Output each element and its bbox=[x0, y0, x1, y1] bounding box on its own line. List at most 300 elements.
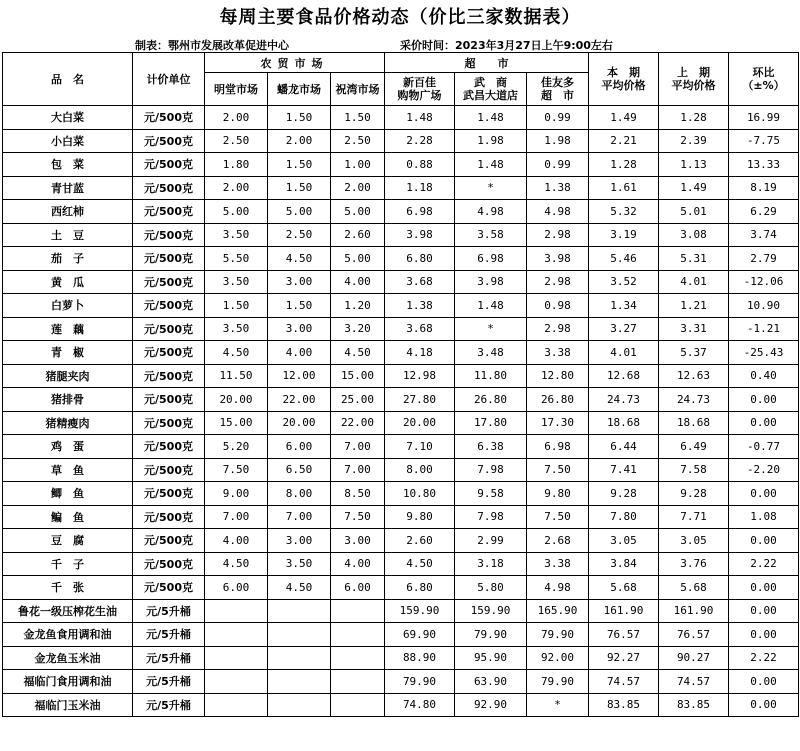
mingtang-price: 3.50 bbox=[205, 317, 268, 341]
mingtang-price: 9.00 bbox=[205, 482, 268, 506]
mingtang-price: 1.80 bbox=[205, 153, 268, 177]
jiayouduo-price: 2.98 bbox=[527, 223, 589, 247]
table-row bbox=[3, 153, 799, 177]
xinbaijia-price: 2.60 bbox=[385, 529, 455, 553]
panlong-price: 4.50 bbox=[268, 576, 331, 600]
item-name: 茄 子 bbox=[3, 247, 133, 271]
item-name: 猪精瘦肉 bbox=[3, 411, 133, 435]
current-avg: 24.73 bbox=[589, 388, 659, 412]
item-unit: 元/5升桶 bbox=[133, 599, 205, 623]
wushang-price: * bbox=[455, 317, 527, 341]
previous-avg: 3.76 bbox=[659, 552, 729, 576]
item-unit: 元/500克 bbox=[133, 435, 205, 459]
wushang-price: * bbox=[455, 176, 527, 200]
item-name: 鲫 鱼 bbox=[3, 482, 133, 506]
table-row bbox=[3, 623, 799, 647]
panlong-price: 3.00 bbox=[268, 270, 331, 294]
zhuwan-price: 7.50 bbox=[331, 505, 385, 529]
wushang-price: 3.98 bbox=[455, 270, 527, 294]
change-percent: -0.77 bbox=[729, 435, 799, 459]
panlong-price: 4.50 bbox=[268, 247, 331, 271]
change-percent: 0.00 bbox=[729, 576, 799, 600]
current-avg: 83.85 bbox=[589, 693, 659, 717]
xinbaijia-price: 6.80 bbox=[385, 576, 455, 600]
previous-avg: 2.39 bbox=[659, 129, 729, 153]
change-percent: 0.00 bbox=[729, 388, 799, 412]
table-row bbox=[3, 247, 799, 271]
change-percent: 2.22 bbox=[729, 646, 799, 670]
xinbaijia-price: 6.80 bbox=[385, 247, 455, 271]
previous-avg: 90.27 bbox=[659, 646, 729, 670]
mingtang-price: 5.20 bbox=[205, 435, 268, 459]
change-percent: 3.74 bbox=[729, 223, 799, 247]
previous-avg: 6.49 bbox=[659, 435, 729, 459]
jiayouduo-price: 26.80 bbox=[527, 388, 589, 412]
item-name: 金龙鱼食用调和油 bbox=[3, 623, 133, 647]
previous-avg: 1.28 bbox=[659, 106, 729, 130]
jiayouduo-price: 79.90 bbox=[527, 623, 589, 647]
jiayouduo-price: 4.98 bbox=[527, 576, 589, 600]
change-percent: 0.00 bbox=[729, 411, 799, 435]
table-row bbox=[3, 270, 799, 294]
previous-avg: 83.85 bbox=[659, 693, 729, 717]
item-unit: 元/5升桶 bbox=[133, 693, 205, 717]
xinbaijia-price: 1.18 bbox=[385, 176, 455, 200]
mingtang-price: 5.50 bbox=[205, 247, 268, 271]
current-avg: 3.52 bbox=[589, 270, 659, 294]
zhuwan-price: 8.50 bbox=[331, 482, 385, 506]
header-change-line1: 环比 bbox=[752, 66, 775, 79]
item-unit: 元/500克 bbox=[133, 388, 205, 412]
header-wushang-line1: 武 商 bbox=[474, 76, 507, 89]
jiayouduo-price: 7.50 bbox=[527, 505, 589, 529]
item-name: 千 子 bbox=[3, 552, 133, 576]
xinbaijia-price: 3.98 bbox=[385, 223, 455, 247]
xinbaijia-price: 3.68 bbox=[385, 317, 455, 341]
wushang-price: 1.48 bbox=[455, 294, 527, 318]
header-previous-avg-line2: 平均价格 bbox=[671, 79, 716, 92]
change-percent: 13.33 bbox=[729, 153, 799, 177]
item-unit: 元/5升桶 bbox=[133, 670, 205, 694]
header-zhuwan-market: 祝湾市场 bbox=[331, 73, 385, 106]
panlong-price: 4.00 bbox=[268, 341, 331, 365]
xinbaijia-price: 69.90 bbox=[385, 623, 455, 647]
change-percent: 0.00 bbox=[729, 482, 799, 506]
header-change bbox=[729, 53, 799, 106]
jiayouduo-price: 165.90 bbox=[527, 599, 589, 623]
mingtang-price bbox=[205, 599, 268, 623]
item-name: 千 张 bbox=[3, 576, 133, 600]
jiayouduo-price: 17.30 bbox=[527, 411, 589, 435]
jiayouduo-price: 0.99 bbox=[527, 106, 589, 130]
wushang-price: 4.98 bbox=[455, 200, 527, 224]
zhuwan-price: 22.00 bbox=[331, 411, 385, 435]
panlong-price: 1.50 bbox=[268, 153, 331, 177]
item-unit: 元/500克 bbox=[133, 458, 205, 482]
panlong-price: 1.50 bbox=[268, 106, 331, 130]
xinbaijia-price: 4.50 bbox=[385, 552, 455, 576]
mingtang-price: 7.50 bbox=[205, 458, 268, 482]
change-percent: 0.00 bbox=[729, 529, 799, 553]
current-avg: 4.01 bbox=[589, 341, 659, 365]
zhuwan-price: 1.50 bbox=[331, 106, 385, 130]
item-unit: 元/500克 bbox=[133, 576, 205, 600]
xinbaijia-price: 7.10 bbox=[385, 435, 455, 459]
item-name: 莲 藕 bbox=[3, 317, 133, 341]
panlong-price: 3.00 bbox=[268, 317, 331, 341]
jiayouduo-price: 7.50 bbox=[527, 458, 589, 482]
change-percent: 0.00 bbox=[729, 670, 799, 694]
item-unit: 元/500克 bbox=[133, 200, 205, 224]
change-percent: -12.06 bbox=[729, 270, 799, 294]
table-row bbox=[3, 294, 799, 318]
mingtang-price: 5.00 bbox=[205, 200, 268, 224]
current-avg: 12.68 bbox=[589, 364, 659, 388]
change-percent: 0.00 bbox=[729, 599, 799, 623]
current-avg: 1.34 bbox=[589, 294, 659, 318]
item-name: 草 鱼 bbox=[3, 458, 133, 482]
item-unit: 元/500克 bbox=[133, 176, 205, 200]
xinbaijia-price: 4.18 bbox=[385, 341, 455, 365]
table-row bbox=[3, 646, 799, 670]
panlong-price: 12.00 bbox=[268, 364, 331, 388]
item-name: 土 豆 bbox=[3, 223, 133, 247]
zhuwan-price bbox=[331, 599, 385, 623]
item-name: 青 椒 bbox=[3, 341, 133, 365]
mingtang-price: 2.00 bbox=[205, 176, 268, 200]
current-avg: 3.19 bbox=[589, 223, 659, 247]
previous-avg: 74.57 bbox=[659, 670, 729, 694]
previous-avg: 5.37 bbox=[659, 341, 729, 365]
header-farm-markets: 农贸市场 bbox=[205, 53, 385, 73]
wushang-price: 7.98 bbox=[455, 505, 527, 529]
change-percent: -1.21 bbox=[729, 317, 799, 341]
item-unit: 元/500克 bbox=[133, 247, 205, 271]
zhuwan-price bbox=[331, 670, 385, 694]
panlong-price: 22.00 bbox=[268, 388, 331, 412]
table-row bbox=[3, 482, 799, 506]
item-unit: 元/500克 bbox=[133, 294, 205, 318]
mingtang-price: 20.00 bbox=[205, 388, 268, 412]
previous-avg: 24.73 bbox=[659, 388, 729, 412]
zhuwan-price: 3.20 bbox=[331, 317, 385, 341]
header-wushang bbox=[455, 73, 527, 106]
mingtang-price bbox=[205, 646, 268, 670]
current-avg: 1.49 bbox=[589, 106, 659, 130]
zhuwan-price: 1.20 bbox=[331, 294, 385, 318]
mingtang-price: 7.00 bbox=[205, 505, 268, 529]
jiayouduo-price: 2.68 bbox=[527, 529, 589, 553]
current-avg: 1.61 bbox=[589, 176, 659, 200]
wushang-price: 11.80 bbox=[455, 364, 527, 388]
jiayouduo-price: 1.38 bbox=[527, 176, 589, 200]
previous-avg: 76.57 bbox=[659, 623, 729, 647]
item-name: 福临门食用调和油 bbox=[3, 670, 133, 694]
table-row bbox=[3, 411, 799, 435]
header-jiayouduo-line1: 佳友多 bbox=[541, 76, 574, 89]
wushang-price: 17.80 bbox=[455, 411, 527, 435]
xinbaijia-price: 0.88 bbox=[385, 153, 455, 177]
jiayouduo-price: 3.38 bbox=[527, 552, 589, 576]
zhuwan-price: 2.00 bbox=[331, 176, 385, 200]
panlong-price bbox=[268, 670, 331, 694]
previous-avg: 5.01 bbox=[659, 200, 729, 224]
previous-avg: 18.68 bbox=[659, 411, 729, 435]
header-jiayouduo bbox=[527, 73, 589, 106]
table-row bbox=[3, 458, 799, 482]
table-row bbox=[3, 129, 799, 153]
zhuwan-price: 5.00 bbox=[331, 247, 385, 271]
zhuwan-price bbox=[331, 693, 385, 717]
wushang-price: 2.99 bbox=[455, 529, 527, 553]
previous-avg: 7.71 bbox=[659, 505, 729, 529]
current-avg: 7.80 bbox=[589, 505, 659, 529]
item-unit: 元/500克 bbox=[133, 341, 205, 365]
header-panlong-market: 蟠龙市场 bbox=[268, 73, 331, 106]
zhuwan-price: 4.00 bbox=[331, 552, 385, 576]
mingtang-price: 4.50 bbox=[205, 341, 268, 365]
zhuwan-price: 7.00 bbox=[331, 458, 385, 482]
xinbaijia-price: 79.90 bbox=[385, 670, 455, 694]
mingtang-price: 3.50 bbox=[205, 270, 268, 294]
jiayouduo-price: 2.98 bbox=[527, 317, 589, 341]
wushang-price: 6.98 bbox=[455, 247, 527, 271]
mingtang-price: 2.50 bbox=[205, 129, 268, 153]
header-xinbaijia bbox=[385, 73, 455, 106]
wushang-price: 26.80 bbox=[455, 388, 527, 412]
current-avg: 92.27 bbox=[589, 646, 659, 670]
item-name: 鳊 鱼 bbox=[3, 505, 133, 529]
zhuwan-price: 4.50 bbox=[331, 341, 385, 365]
table-row bbox=[3, 435, 799, 459]
mingtang-price: 11.50 bbox=[205, 364, 268, 388]
zhuwan-price: 6.00 bbox=[331, 576, 385, 600]
current-avg: 5.46 bbox=[589, 247, 659, 271]
item-name: 福临门玉米油 bbox=[3, 693, 133, 717]
xinbaijia-price: 10.80 bbox=[385, 482, 455, 506]
jiayouduo-price: 9.80 bbox=[527, 482, 589, 506]
previous-avg: 5.31 bbox=[659, 247, 729, 271]
xinbaijia-price: 27.80 bbox=[385, 388, 455, 412]
current-avg: 74.57 bbox=[589, 670, 659, 694]
wushang-price: 3.58 bbox=[455, 223, 527, 247]
jiayouduo-price: 1.98 bbox=[527, 129, 589, 153]
header-xinbaijia-line1: 新百佳 bbox=[403, 76, 436, 89]
item-unit: 元/500克 bbox=[133, 317, 205, 341]
header-current-avg-line2: 平均价格 bbox=[601, 79, 646, 92]
wushang-price: 3.48 bbox=[455, 341, 527, 365]
header-item: 品 名 bbox=[3, 53, 133, 106]
xinbaijia-price: 1.38 bbox=[385, 294, 455, 318]
wushang-price: 3.18 bbox=[455, 552, 527, 576]
item-name: 金龙鱼玉米油 bbox=[3, 646, 133, 670]
item-name: 鸡 蛋 bbox=[3, 435, 133, 459]
xinbaijia-price: 6.98 bbox=[385, 200, 455, 224]
current-avg: 3.05 bbox=[589, 529, 659, 553]
item-unit: 元/500克 bbox=[133, 482, 205, 506]
previous-avg: 5.68 bbox=[659, 576, 729, 600]
wushang-price: 79.90 bbox=[455, 623, 527, 647]
previous-avg: 7.58 bbox=[659, 458, 729, 482]
zhuwan-price: 3.00 bbox=[331, 529, 385, 553]
previous-avg: 3.08 bbox=[659, 223, 729, 247]
page-title: 每周主要食品价格动态（价比三家数据表） bbox=[219, 7, 581, 28]
mingtang-price bbox=[205, 670, 268, 694]
header-wushang-line2: 武昌大道店 bbox=[463, 89, 518, 102]
zhuwan-price bbox=[331, 646, 385, 670]
xinbaijia-price: 3.68 bbox=[385, 270, 455, 294]
panlong-price: 5.00 bbox=[268, 200, 331, 224]
previous-avg: 9.28 bbox=[659, 482, 729, 506]
header-previous-avg-line1: 上 期 bbox=[677, 66, 710, 79]
table-row bbox=[3, 341, 799, 365]
wushang-price: 92.90 bbox=[455, 693, 527, 717]
wushang-price: 5.80 bbox=[455, 576, 527, 600]
item-name: 猪排骨 bbox=[3, 388, 133, 412]
wushang-price: 95.90 bbox=[455, 646, 527, 670]
item-unit: 元/500克 bbox=[133, 223, 205, 247]
mingtang-price bbox=[205, 693, 268, 717]
panlong-price bbox=[268, 623, 331, 647]
table-row bbox=[3, 529, 799, 553]
table-row bbox=[3, 200, 799, 224]
mingtang-price: 15.00 bbox=[205, 411, 268, 435]
price-table bbox=[2, 52, 799, 717]
panlong-price: 2.00 bbox=[268, 129, 331, 153]
table-row bbox=[3, 317, 799, 341]
change-percent: 0.00 bbox=[729, 623, 799, 647]
change-percent: 8.19 bbox=[729, 176, 799, 200]
table-row bbox=[3, 388, 799, 412]
table-row bbox=[3, 106, 799, 130]
previous-avg: 1.13 bbox=[659, 153, 729, 177]
jiayouduo-price: 0.98 bbox=[527, 294, 589, 318]
change-percent: -2.20 bbox=[729, 458, 799, 482]
current-avg: 5.32 bbox=[589, 200, 659, 224]
item-unit: 元/500克 bbox=[133, 552, 205, 576]
mingtang-price: 4.50 bbox=[205, 552, 268, 576]
previous-avg: 12.63 bbox=[659, 364, 729, 388]
item-unit: 元/5升桶 bbox=[133, 623, 205, 647]
table-row bbox=[3, 364, 799, 388]
current-avg: 7.41 bbox=[589, 458, 659, 482]
xinbaijia-price: 12.98 bbox=[385, 364, 455, 388]
current-avg: 3.84 bbox=[589, 552, 659, 576]
item-name: 包 菜 bbox=[3, 153, 133, 177]
panlong-price: 2.50 bbox=[268, 223, 331, 247]
wushang-price: 1.48 bbox=[455, 106, 527, 130]
wushang-price: 1.98 bbox=[455, 129, 527, 153]
mingtang-price: 1.50 bbox=[205, 294, 268, 318]
item-name: 大白菜 bbox=[3, 106, 133, 130]
table-row bbox=[3, 599, 799, 623]
xinbaijia-price: 88.90 bbox=[385, 646, 455, 670]
header-supermarkets: 超 市 bbox=[385, 53, 589, 73]
jiayouduo-price: 4.98 bbox=[527, 200, 589, 224]
item-unit: 元/500克 bbox=[133, 529, 205, 553]
current-avg: 2.21 bbox=[589, 129, 659, 153]
zhuwan-price: 5.00 bbox=[331, 200, 385, 224]
wushang-price: 63.90 bbox=[455, 670, 527, 694]
current-avg: 5.68 bbox=[589, 576, 659, 600]
table-row bbox=[3, 552, 799, 576]
header-current-avg bbox=[589, 53, 659, 106]
item-unit: 元/500克 bbox=[133, 364, 205, 388]
panlong-price bbox=[268, 646, 331, 670]
zhuwan-price: 25.00 bbox=[331, 388, 385, 412]
change-percent: -25.43 bbox=[729, 341, 799, 365]
current-avg: 6.44 bbox=[589, 435, 659, 459]
jiayouduo-price: 2.98 bbox=[527, 270, 589, 294]
header-unit: 计价单位 bbox=[133, 53, 205, 106]
mingtang-price: 2.00 bbox=[205, 106, 268, 130]
wushang-price: 1.48 bbox=[455, 153, 527, 177]
change-percent: 1.08 bbox=[729, 505, 799, 529]
header-current-avg-line1: 本 期 bbox=[607, 66, 640, 79]
wushang-price: 7.98 bbox=[455, 458, 527, 482]
xinbaijia-price: 2.28 bbox=[385, 129, 455, 153]
current-avg: 18.68 bbox=[589, 411, 659, 435]
jiayouduo-price: 0.99 bbox=[527, 153, 589, 177]
jiayouduo-price: 12.80 bbox=[527, 364, 589, 388]
jiayouduo-price: * bbox=[527, 693, 589, 717]
wushang-price: 9.58 bbox=[455, 482, 527, 506]
jiayouduo-price: 6.98 bbox=[527, 435, 589, 459]
zhuwan-price bbox=[331, 623, 385, 647]
mingtang-price: 3.50 bbox=[205, 223, 268, 247]
jiayouduo-price: 79.90 bbox=[527, 670, 589, 694]
change-percent: 0.00 bbox=[729, 693, 799, 717]
mingtang-price bbox=[205, 623, 268, 647]
zhuwan-price: 15.00 bbox=[331, 364, 385, 388]
change-percent: 2.22 bbox=[729, 552, 799, 576]
item-name: 猪腿夹肉 bbox=[3, 364, 133, 388]
item-unit: 元/500克 bbox=[133, 106, 205, 130]
zhuwan-price: 7.00 bbox=[331, 435, 385, 459]
wushang-price: 6.38 bbox=[455, 435, 527, 459]
panlong-price: 3.00 bbox=[268, 529, 331, 553]
mingtang-price: 6.00 bbox=[205, 576, 268, 600]
xinbaijia-price: 8.00 bbox=[385, 458, 455, 482]
price-rows bbox=[3, 106, 799, 717]
item-name: 鲁花一级压榨花生油 bbox=[3, 599, 133, 623]
previous-avg: 3.31 bbox=[659, 317, 729, 341]
table-row bbox=[3, 693, 799, 717]
previous-avg: 3.05 bbox=[659, 529, 729, 553]
zhuwan-price: 2.50 bbox=[331, 129, 385, 153]
previous-avg: 161.90 bbox=[659, 599, 729, 623]
item-name: 青甘蓝 bbox=[3, 176, 133, 200]
xinbaijia-price: 74.80 bbox=[385, 693, 455, 717]
panlong-price: 6.50 bbox=[268, 458, 331, 482]
current-avg: 76.57 bbox=[589, 623, 659, 647]
item-unit: 元/500克 bbox=[133, 505, 205, 529]
item-unit: 元/500克 bbox=[133, 270, 205, 294]
panlong-price: 7.00 bbox=[268, 505, 331, 529]
current-avg: 161.90 bbox=[589, 599, 659, 623]
previous-avg: 1.49 bbox=[659, 176, 729, 200]
panlong-price: 6.00 bbox=[268, 435, 331, 459]
header-jiayouduo-line2: 超 市 bbox=[541, 89, 574, 102]
header-previous-avg bbox=[659, 53, 729, 106]
header-mingtang-market: 明堂市场 bbox=[205, 73, 268, 106]
change-percent: 2.79 bbox=[729, 247, 799, 271]
header-xinbaijia-line2: 购物广场 bbox=[397, 89, 442, 102]
jiayouduo-price: 3.38 bbox=[527, 341, 589, 365]
current-avg: 9.28 bbox=[589, 482, 659, 506]
jiayouduo-price: 92.00 bbox=[527, 646, 589, 670]
item-unit: 元/5升桶 bbox=[133, 646, 205, 670]
